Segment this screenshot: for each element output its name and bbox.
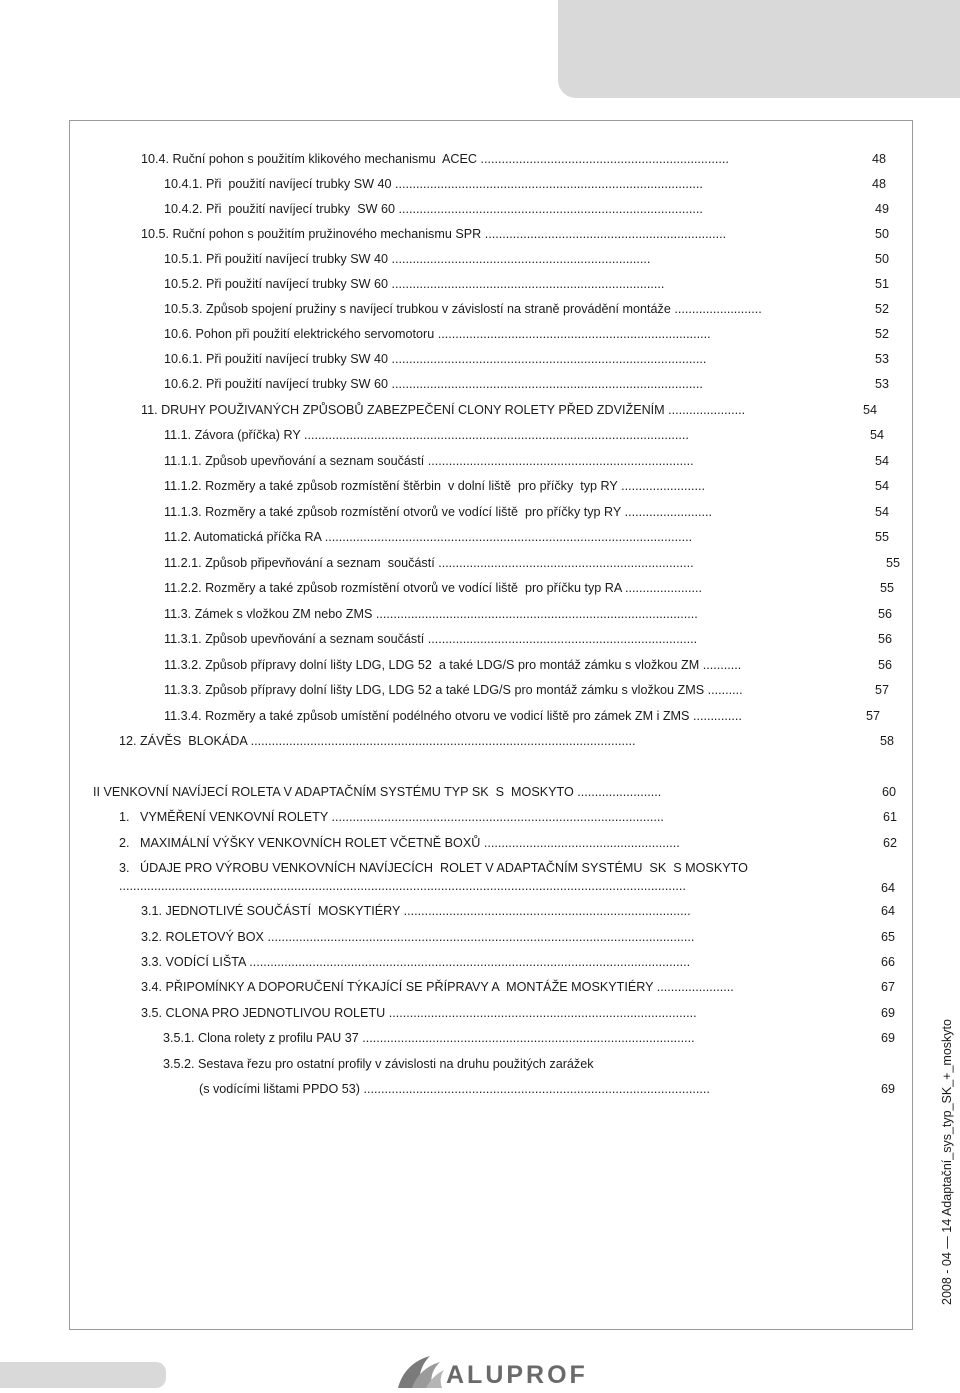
toc-page-number: 56	[878, 658, 893, 672]
toc-entry: 10.6.1. Při použití navíjecí trubky SW 40 .......................................................................................... 53	[164, 352, 890, 366]
toc-page-number: 67	[881, 980, 896, 994]
toc-entry: 3.1. JEDNOTLIVÉ SOUČÁSTÍ MOSKYTIÉRY .................................................................................. 64	[141, 904, 896, 918]
toc-entry: 11. DRUHY POUŽIVANÝCH ZPŮSOBŮ ZABEZPEČENÍ CLONY ROLETY PŘED ZDVIŽENÍM ...................... 54	[141, 403, 878, 417]
toc-page-number: 52	[875, 302, 890, 316]
toc-entry: 10.4.1. Při použití navíjecí trubky SW 40 ........................................................................................ 48	[164, 177, 887, 191]
toc-page-number: 54	[875, 454, 890, 468]
toc-page-number: 61	[883, 810, 898, 824]
toc-entry: 10.4.2. Při použití navíjecí trubky SW 60 ....................................................................................... 49	[164, 202, 890, 216]
toc-entry: 11.3.4. Rozměry a také způsob umístění podélného otvoru ve vodicí liště pro zámek ZM i ZMS .............. 57	[164, 709, 881, 723]
toc-entry: 12. ZÁVĚS BLOKÁDA .............................................................................................................. 58	[119, 734, 895, 748]
toc-page-number: 55	[886, 556, 901, 570]
toc-entry: 11.2. Automatická příčka RA ......................................................................................................... 55	[164, 530, 890, 544]
toc-entry: 10.6.2. Při použití navíjecí trubky SW 60 ......................................................................................... 53	[164, 377, 890, 391]
toc-page-number: 53	[875, 352, 890, 366]
toc-page-number: 58	[880, 734, 895, 748]
toc-page-number: 54	[875, 479, 890, 493]
toc-page-number: 50	[875, 252, 890, 266]
toc-page-number: 62	[883, 836, 898, 850]
toc-entry: 2. MAXIMÁLNÍ VÝŠKY VENKOVNÍCH ROLET VČETNĚ BOXŮ ........................................................ 62	[119, 836, 898, 850]
toc-entry: 3.2. ROLETOVÝ BOX .......................................................................................................................... 65	[141, 930, 896, 944]
toc-entry: 3.5.1. Clona rolety z profilu PAU 37 ............................................................................................... 69	[163, 1031, 896, 1045]
toc-entry: (s vodícími lištami PPDO 53) ................................................................................................... 69	[199, 1082, 896, 1096]
logo-wordmark: ALUPROF	[446, 1361, 588, 1389]
toc-entry: II VENKOVNÍ NAVÍJECÍ ROLETA V ADAPTAČNÍM SYSTÉMU TYP SK S MOSKYTO ........................ 60	[93, 785, 897, 799]
top-gray-tab	[558, 0, 960, 98]
toc-page-number: 48	[872, 177, 887, 191]
toc-entry: 10.5.2. Při použití navíjecí trubky SW 60 .............................................................................. 51	[164, 277, 890, 291]
toc-entry: 10.4. Ruční pohon s použitím klikového mechanismu ACEC ....................................................................... 48	[141, 152, 887, 166]
toc-page-number: 56	[878, 632, 893, 646]
toc-page-number: 64	[881, 881, 896, 895]
toc-entry: 10.5. Ruční pohon s použitím pružinového mechanismu SPR ..................................................................... 50	[141, 227, 890, 241]
toc-entry: 3.3. VODÍCÍ LIŠTA .............................................................................................................................. 66	[141, 955, 896, 969]
toc-page-number: 54	[875, 505, 890, 519]
toc-page-number: 55	[880, 581, 895, 595]
bottom-gray-tab	[0, 1362, 166, 1388]
toc-page-number: 54	[863, 403, 878, 417]
toc-entry: 11.1.1. Způsob upevňování a seznam součástí ............................................................................ 54	[164, 454, 890, 468]
toc-page-number: 49	[875, 202, 890, 216]
toc-page-number: 54	[870, 428, 885, 442]
toc-page-number: 53	[875, 377, 890, 391]
toc-page-number: 52	[875, 327, 890, 341]
toc-entry: 11.3.1. Způsob upevňování a seznam součástí ............................................................................. 56	[164, 632, 893, 646]
toc-page-number: 64	[881, 904, 896, 918]
toc-page-number: 65	[881, 930, 896, 944]
toc-entry: 10.5.1. Při použití navíjecí trubky SW 40 .......................................................................... 50	[164, 252, 890, 266]
toc-entry: 11.3.3. Způsob přípravy dolní lišty LDG, LDG 52 a také LDG/S pro montáž zámku s vložkou ZMS .......... 57	[164, 683, 890, 697]
toc-page-number: 56	[878, 607, 893, 621]
toc-entry: .................................................................................................................................................................. 64	[119, 879, 896, 895]
toc-page-number: 48	[872, 152, 887, 166]
toc-page-number: 69	[881, 1082, 896, 1096]
toc-entry: 3.4. PŘIPOMÍNKY A DOPORUČENÍ TÝKAJÍCÍ SE PŘÍPRAVY A MONTÁŽE MOSKYTIÉRY ...................... 67	[141, 980, 896, 994]
toc-page-number: 57	[866, 709, 881, 723]
toc-page-number: 50	[875, 227, 890, 241]
toc-page-number: 51	[875, 277, 890, 291]
toc-page-number: 55	[875, 530, 890, 544]
toc-entry: 3.5. CLONA PRO JEDNOTLIVOU ROLETU ........................................................................................ 69	[141, 1006, 896, 1020]
toc-page-number: 57	[875, 683, 890, 697]
toc-entry: 11.1.2. Rozměry a také způsob rozmístění štěrbin v dolní liště pro příčky typ RY ........................ 54	[164, 479, 890, 493]
side-document-note: 2008 - 04 — 14 Adaptační_sys_typ_SK_+_moskyto	[940, 1019, 954, 1305]
toc-entry: 11.1. Závora (příčka) RY .............................................................................................................. 54	[164, 428, 885, 442]
toc-entry: 11.3. Zámek s vložkou ZM nebo ZMS ............................................................................................ 56	[164, 607, 893, 621]
toc-entry: 1. VYMĚŘENÍ VENKOVNÍ ROLETY ............................................................................................... 61	[119, 810, 898, 824]
toc-page-number: 69	[881, 1006, 896, 1020]
toc-entry: 11.1.3. Rozměry a také způsob rozmístění otvorů ve vodící liště pro příčky typ RY ......................... 54	[164, 505, 890, 519]
toc-entry: 11.2.2. Rozměry a také způsob rozmístění otvorů ve vodící liště pro příčku typ RA ...................... 55	[164, 581, 895, 595]
toc-entry: 10.6. Pohon při použití elektrického servomotoru .............................................................................. 52	[164, 327, 890, 341]
toc-entry: 3.5.2. Sestava řezu pro ostatní profily v závislosti na druhu použitých zarážek	[163, 1057, 594, 1071]
toc-page-number: 69	[881, 1031, 896, 1045]
toc-entry: 10.5.3. Způsob spojení pružiny s navíjecí trubkou v závislostí na straně provádění montáže ......................... 52	[164, 302, 890, 316]
toc-entry: 11.3.2. Způsob přípravy dolní lišty LDG, LDG 52 a také LDG/S pro montáž zámku s vložkou ZM ........... 56	[164, 658, 893, 672]
toc-page-number: 66	[881, 955, 896, 969]
toc-page-number: 60	[882, 785, 897, 799]
toc-entry: 3. ÚDAJE PRO VÝROBU VENKOVNÍCH NAVÍJECÍCH ROLET V ADAPTAČNÍM SYSTÉMU SK S MOSKYTO	[119, 861, 748, 875]
toc-entry: 11.2.1. Způsob připevňování a seznam součástí ......................................................................... 55	[164, 556, 901, 570]
